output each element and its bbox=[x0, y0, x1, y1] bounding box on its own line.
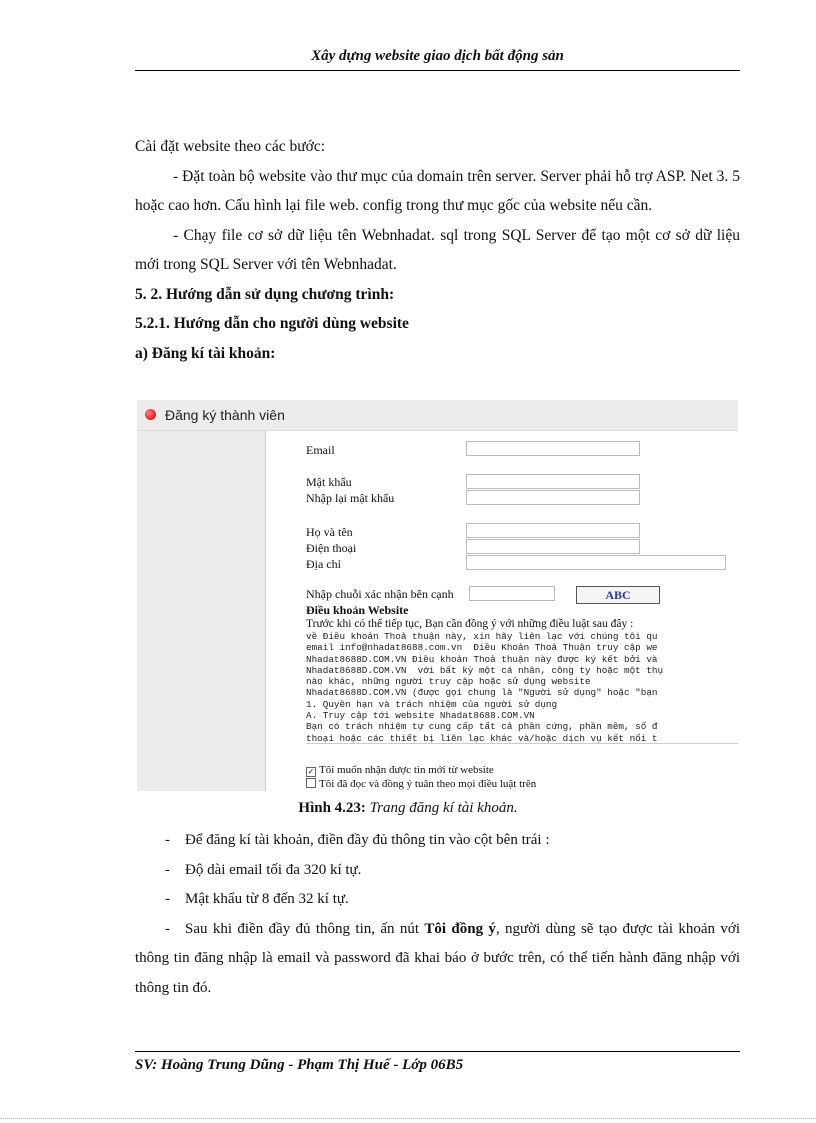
captcha-label: Nhập chuỗi xác nhận bên cạnh bbox=[306, 587, 454, 601]
phone-field[interactable] bbox=[466, 539, 640, 554]
figure-number: Hình 4.23: bbox=[298, 800, 366, 816]
item-heading: a) Đăng kí tài khoản: bbox=[135, 344, 276, 362]
agree-checkbox[interactable] bbox=[306, 778, 316, 788]
page-content bbox=[135, 132, 740, 368]
email-field[interactable] bbox=[466, 441, 640, 456]
confirm-password-label: Nhập lại mật khẩu bbox=[306, 491, 395, 505]
agree-checkbox-row[interactable] bbox=[306, 778, 536, 790]
fullname-field[interactable] bbox=[466, 523, 640, 538]
registration-screenshot bbox=[137, 400, 738, 791]
figure-caption-text: Trang đăng kí tài khoản. bbox=[365, 800, 518, 816]
newsletter-checkbox-label: Tôi muốn nhận được tin mới từ website bbox=[319, 764, 494, 776]
page-bottom-border bbox=[0, 1118, 816, 1119]
panel-title: Đăng ký thành viên bbox=[165, 407, 285, 423]
footer-rule bbox=[135, 1051, 740, 1052]
paragraph-step-1: - Đặt toàn bộ website vào thư mục của domain trên server. Server phải hỗ trợ ASP. Net 3. 5 hoặc cao hơn. Cấu hình lại file web. config trong thư mục gốc của website nếu cần. bbox=[135, 167, 740, 214]
password-field[interactable] bbox=[466, 474, 640, 489]
list-item: - Độ dài email tối đa 320 kí tự. bbox=[165, 861, 362, 878]
paragraph-step-2: - Chạy file cơ sở dữ liệu tên Webnhadat. sql trong SQL Server để tạo một cơ sở dữ liệu mới trong SQL Server với tên Webnhadat. bbox=[135, 226, 740, 273]
email-label: Email bbox=[306, 443, 335, 457]
password-label: Mật khẩu bbox=[306, 475, 352, 489]
paragraph-intro: Cài đặt website theo các bước: bbox=[135, 138, 326, 155]
page-header: Xây dựng website giao dịch bất động sản bbox=[311, 48, 564, 64]
phone-label: Điện thoại bbox=[306, 541, 357, 555]
agree-checkbox-label: Tôi đã đọc và đồng ý tuân theo mọi điều luật trên bbox=[319, 778, 537, 790]
list-item: - Để đăng kí tài khoản, điền đầy đủ thông tin vào cột bên trái : bbox=[165, 832, 550, 848]
fullname-label: Họ và tên bbox=[306, 525, 353, 539]
instruction-list bbox=[135, 826, 740, 1003]
page-footer: SV: Hoàng Trung Dũng - Phạm Thị Huế - Lớp 06B5 bbox=[135, 1057, 464, 1073]
section-heading: 5. 2. Hướng dẫn sử dụng chương trình: bbox=[135, 285, 395, 303]
captcha-field[interactable] bbox=[469, 586, 555, 601]
agree-button-reference: Tôi đồng ý bbox=[424, 920, 496, 937]
list-item: - Mật khẩu từ 8 đến 32 kí tự. bbox=[165, 891, 349, 907]
address-field[interactable] bbox=[466, 555, 726, 570]
terms-textarea[interactable]: về Điều khoản Thoả thuận này, xin hãy liên lạc với chúng tôi qu email info@nhadat8688.com.vn Điều Khoản Thoả Thuận truy cập we Nhadat8688D.COM.VN Điều khoản Thoả thuận này được ký kết bởi và Nhadat8688D.COM.VN với bất kỳ một cá nhân, công ty hoặc một thụ nào khác, những người truy cập hoặc sử dụng website Nhadat8688D.COM.VN (được gọi chung là "Người sử dụng" hoặc "bạn 1. Quyền hạn và trách nhiệm của người sử dụng A. Truy cập tới website Nhadat8688.COM.VN Bạn có trách nhiệm tự cung cấp tất cả phần cứng, phần mềm, số đ thoại hoặc các thiết bị liên lạc khác và/hoặc dịch vụ kết nối t bbox=[306, 631, 738, 744]
address-label: Địa chỉ bbox=[306, 557, 341, 571]
header-rule bbox=[135, 70, 740, 71]
figure-caption bbox=[0, 800, 816, 817]
subsection-heading: 5.2.1. Hướng dẫn cho người dùng website bbox=[135, 315, 409, 332]
registration-form bbox=[265, 431, 738, 791]
captcha-image: ABC bbox=[576, 586, 660, 604]
red-bullet-icon bbox=[145, 409, 156, 420]
confirm-password-field[interactable] bbox=[466, 490, 640, 505]
list-item: - Sau khi điền đầy đủ thông tin, ấn nút Tôi đồng ý, người dùng sẽ tạo được tài khoản với thông tin đăng nhập là email và password đã khai báo ở bước trên, có thể tiến hành đăng nhập với thông tin đó. bbox=[135, 920, 740, 996]
newsletter-checkbox[interactable]: ✓ bbox=[307, 767, 315, 776]
panel-title-bar bbox=[137, 400, 738, 431]
terms-heading: Điều khoản Website bbox=[306, 603, 409, 617]
newsletter-checkbox-row[interactable] bbox=[306, 764, 494, 777]
terms-intro: Trước khi có thể tiếp tục, Bạn cần đồng ý với những điều luật sau đây : bbox=[306, 618, 634, 630]
